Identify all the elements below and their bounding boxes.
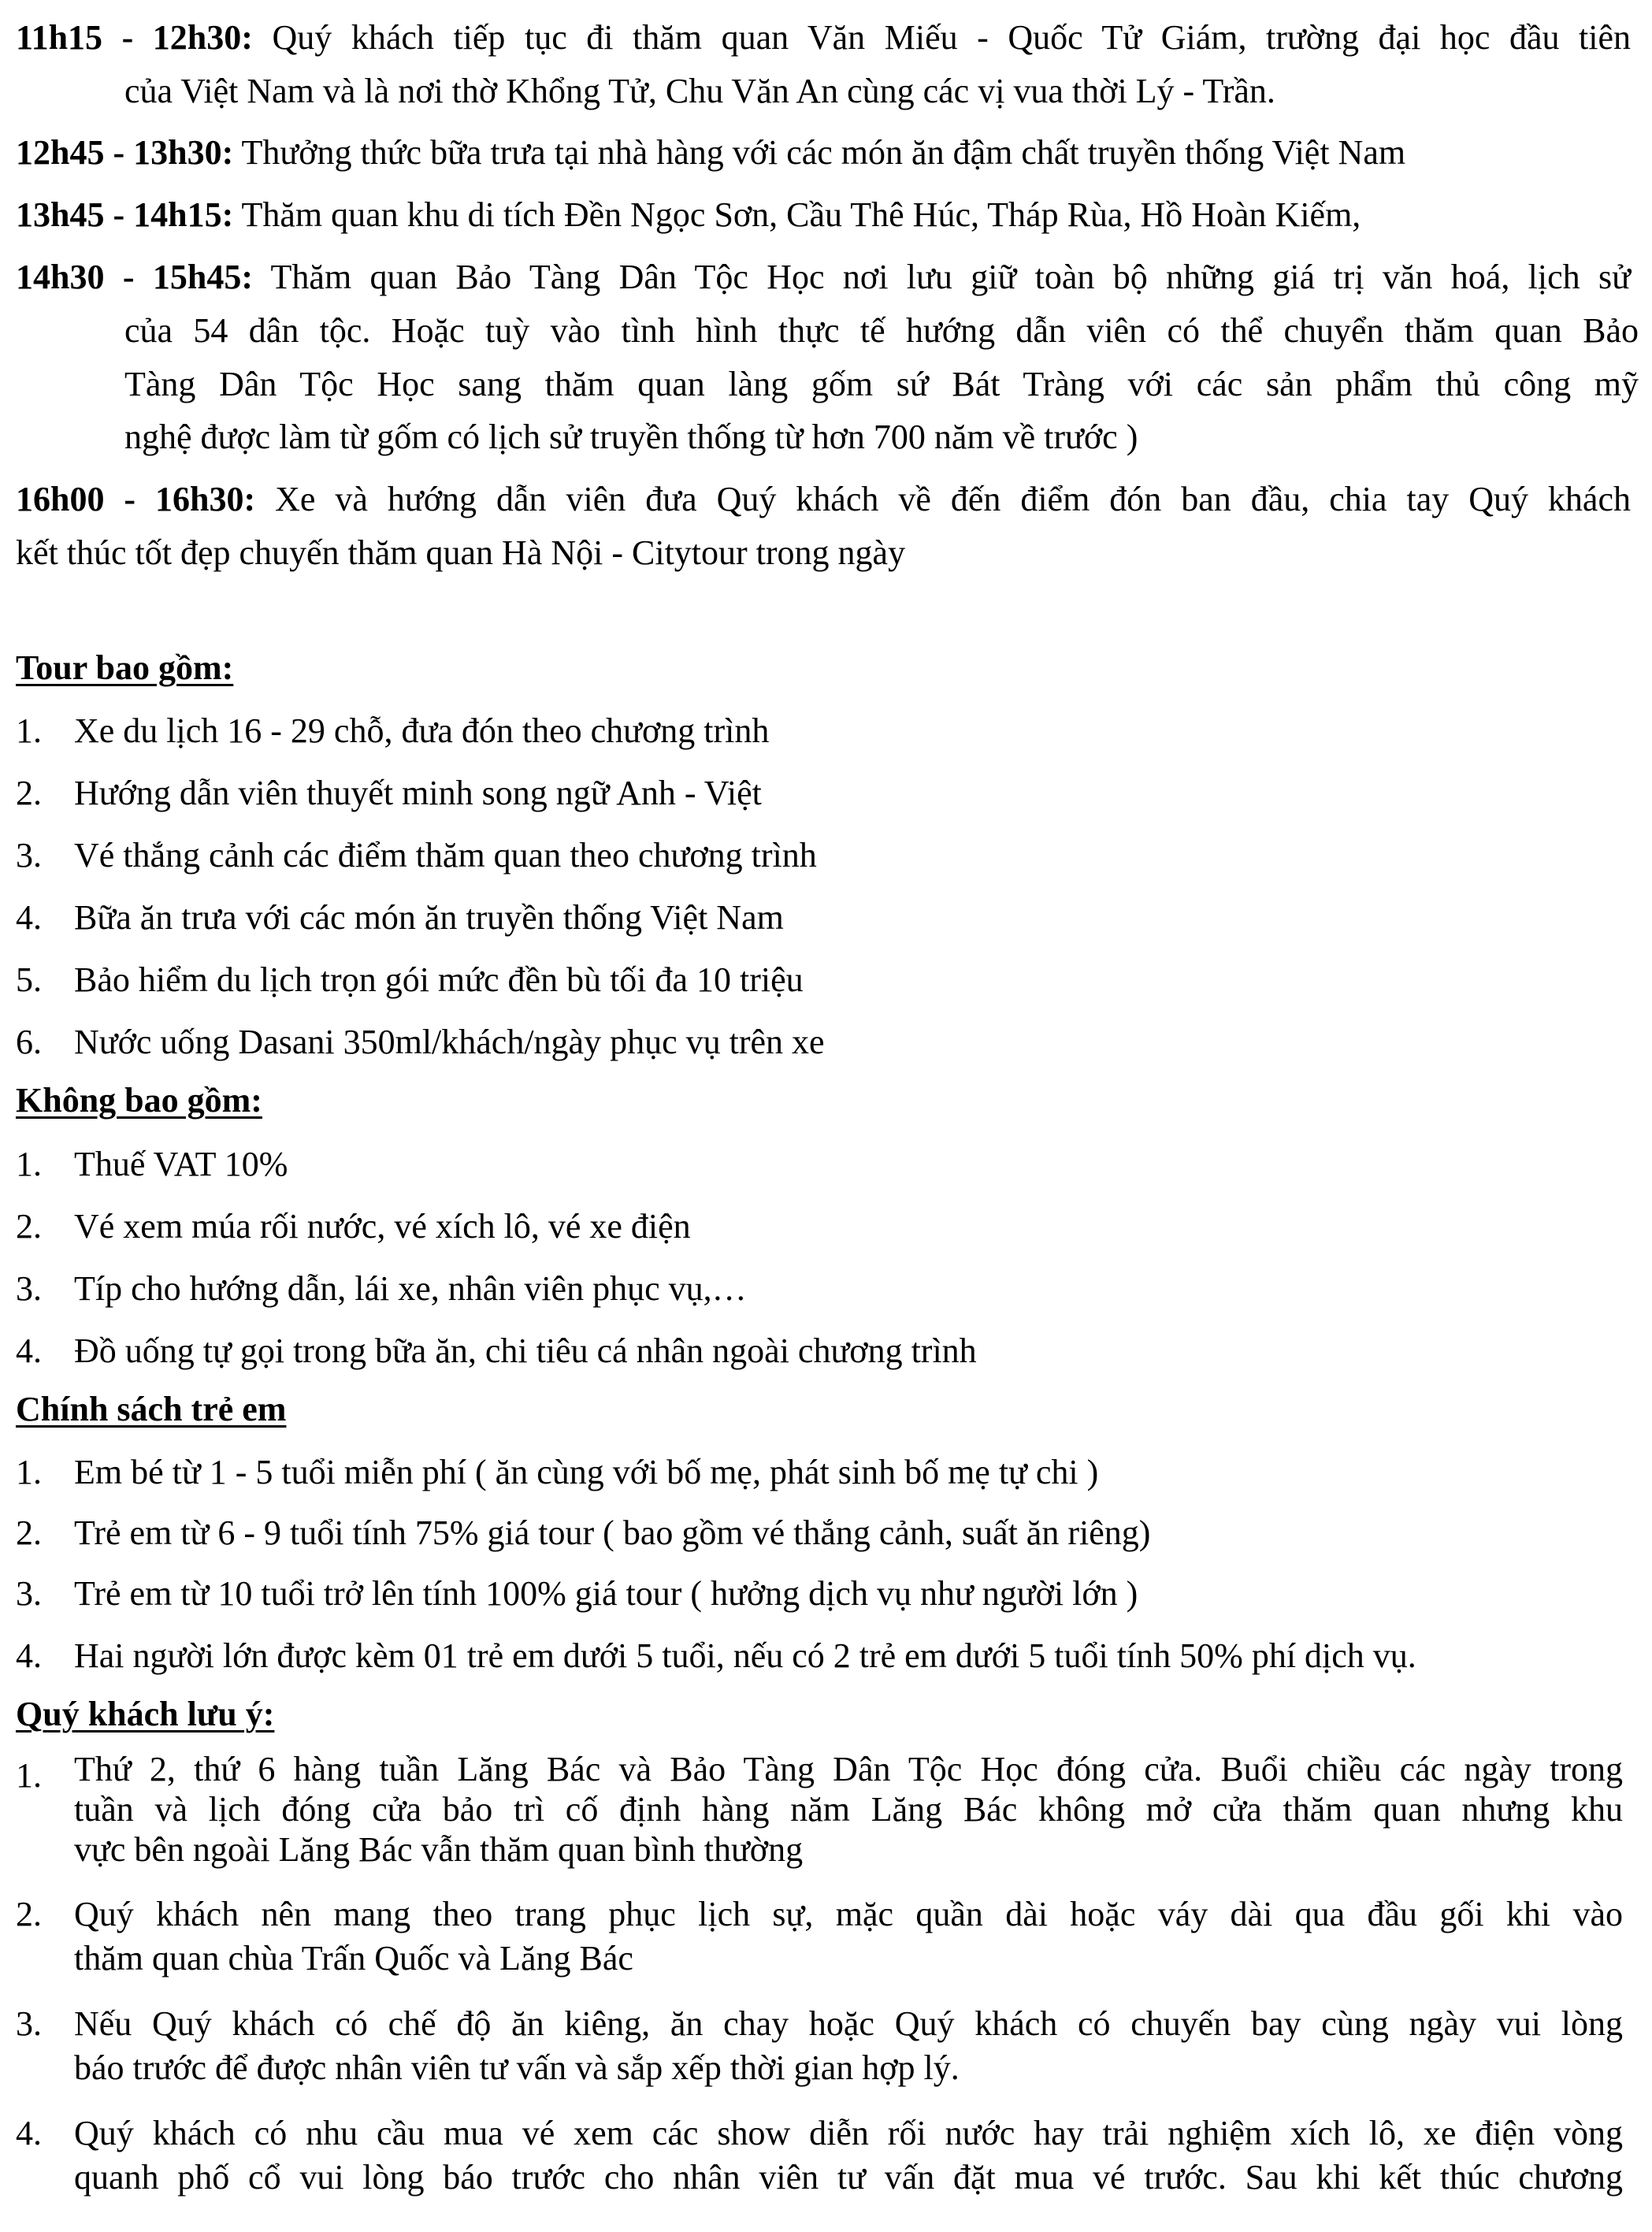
list-item [16,1455,1639,1490]
list-text: Bữa ăn trưa với các món ăn truyền thống Việt Nam [74,898,784,937]
schedule-text: nghệ được làm từ gốm có lịch sử truyền thống từ hơn 700 năm về trước ) [124,418,1138,456]
list-number: 2. [16,774,42,812]
list-text: Thuế VAT 10% [74,1145,288,1183]
list-text: Em bé từ 1 - 5 tuổi miễn phí ( ăn cùng với bố mẹ, phát sinh bố mẹ tự chi ) [74,1453,1099,1491]
list-item [16,1025,1639,1060]
list-number: 3. [16,1269,42,1308]
note-text-line: Quý khách có nhu cầu mua vé xem các show diễn rối nước hay trải nghiệm xích lô, xe điện vòng [74,2114,1623,2152]
list-item [16,1269,1639,1308]
list-text: Xe du lịch 16 - 29 chỗ, đưa đón theo chương trình [74,711,770,750]
schedule-time: 11h15 - 12h30: [16,18,253,57]
schedule-line [16,482,1631,517]
children-policy-heading: Chính sách trẻ em [16,1390,287,1428]
schedule-text: Tàng Dân Tộc Học sang thăm quan làng gốm sứ Bát Tràng với các sản phẩm thủ công mỹ [124,365,1639,403]
schedule-line [16,260,1631,295]
schedule-line [16,195,1639,234]
list-number: 4. [16,1636,42,1675]
list-number: 3. [16,836,42,875]
list-text: Trẻ em từ 6 - 9 tuổi tính 75% giá tour ( bao gồm vé thắng cảnh, suất ăn riêng) [74,1513,1151,1552]
list-text: Hai người lớn được kèm 01 trẻ em dưới 5 tuổi, nếu có 2 trẻ em dưới 5 tuổi tính 50% phí dịch vụ. [74,1636,1416,1675]
list-number: 1. [16,711,42,750]
schedule-time: 13h45 - 14h15: [16,195,234,234]
list-item [16,1574,1639,1613]
list-item [16,1513,1639,1552]
list-item [16,776,1639,811]
list-item [16,960,1639,999]
list-number: 5. [16,960,42,999]
list-text: Bảo hiểm du lịch trọn gói mức đền bù tối đa 10 triệu [74,960,804,999]
note-text-line: thăm quan chùa Trấn Quốc và Lăng Bác [74,1939,633,1978]
schedule-text: Thăm quan khu di tích Đền Ngọc Sơn, Cầu Thê Húc, Tháp Rùa, Hồ Hoàn Kiếm, [241,195,1361,234]
note-text-line: vực bên ngoài Lăng Bác vẫn thăm quan bình thường [74,1830,804,1869]
list-text: Hướng dẫn viên thuyết minh song ngữ Anh - Việt [74,774,762,812]
schedule-time: 16h00 - 16h30: [16,480,256,518]
schedule-time: 12h45 - 13h30: [16,133,234,172]
schedule-line [16,20,1631,55]
list-text: Vé xem múa rối nước, vé xích lô, vé xe điện [74,1207,691,1246]
list-text: Nước uống Dasani 350ml/khách/ngày phục vụ trên xe [74,1023,825,1061]
note-text-line: Nếu Quý khách có chế độ ăn kiêng, ăn chay hoặc Quý khách có chuyến bay cùng ngày vui lòng [74,2004,1623,2043]
list-number: 4. [16,1331,42,1370]
schedule-text: Xe và hướng dẫn viên đưa Quý khách về đến điểm đón ban đầu, chia tay Quý khách [275,480,1631,518]
note-text-line: Thứ 2, thứ 6 hàng tuần Lăng Bác và Bảo Tàng Dân Tộc Học đóng cửa. Buổi chiều các ngày trong [74,1750,1623,1788]
list-item [16,1209,1639,1244]
list-number: 2. [16,1513,42,1552]
schedule-text: Quý khách tiếp tục đi thăm quan Văn Miếu - Quốc Tử Giám, trường đại học đầu tiên [272,18,1632,57]
schedule-text: của 54 dân tộc. Hoặc tuỳ vào tình hình thực tế hướng dẫn viên có thể chuyển thăm quan Bảo [124,311,1639,350]
list-item [16,1147,1639,1182]
schedule-line [16,133,1639,172]
list-number: 1. [16,1453,42,1491]
list-item [16,838,1639,873]
note-text-line: tuần và lịch đóng cửa bảo trì cố định hàng năm Lăng Bác không mở cửa thăm quan nhưng khu [74,1790,1623,1829]
note-text-line: Quý khách nên mang theo trang phục lịch sự, mặc quần dài hoặc váy dài qua đầu gối khi vào [74,1895,1623,1933]
list-text: Vé thắng cảnh các điểm thăm quan theo chương trình [74,836,817,875]
list-number: 2. [16,1895,42,1933]
list-number: 4. [16,2114,42,2152]
schedule-text: Thăm quan Bảo Tàng Dân Tộc Học nơi lưu giữ toàn bộ những giá trị văn hoá, lịch sử [270,258,1631,296]
list-item [16,1636,1639,1675]
list-number: 1. [16,1756,42,1795]
note-text-line: báo trước để được nhân viên tư vấn và sắp xếp thời gian hợp lý. [74,2048,960,2087]
list-item [16,711,1639,750]
schedule-text: kết thúc tốt đẹp chuyến thăm quan Hà Nội - Citytour trong ngày [16,533,906,572]
excluded-heading: Không bao gồm: [16,1081,262,1120]
list-number: 2. [16,1207,42,1246]
list-text: Đồ uống tự gọi trong bữa ăn, chi tiêu cá nhân ngoài chương trình [74,1331,977,1370]
list-text: Trẻ em từ 10 tuổi trở lên tính 100% giá tour ( hưởng dịch vụ như người lớn ) [74,1574,1138,1613]
list-number: 6. [16,1023,42,1061]
list-item [16,1331,1639,1370]
list-number: 3. [16,1574,42,1613]
note-text-line: quanh phố cổ vui lòng báo trước cho nhân viên tư vấn đặt mua vé trước. Sau khi kết thúc chương [74,2158,1623,2197]
schedule-time: 14h30 - 15h45: [16,258,253,296]
schedule-text: Thưởng thức bữa trưa tại nhà hàng với các món ăn đậm chất truyền thống Việt Nam [241,133,1406,172]
list-number: 1. [16,1145,42,1183]
included-heading: Tour bao gồm: [16,648,234,687]
list-number: 4. [16,898,42,937]
list-text: Típ cho hướng dẫn, lái xe, nhân viên phục vụ,… [74,1269,747,1308]
list-item [16,898,1639,937]
schedule-text: của Việt Nam và là nơi thờ Khổng Tử, Chu Văn An cùng các vị vua thời Lý - Trần. [124,72,1275,110]
list-number: 3. [16,2004,42,2043]
notes-heading: Quý khách lưu ý: [16,1695,275,1733]
